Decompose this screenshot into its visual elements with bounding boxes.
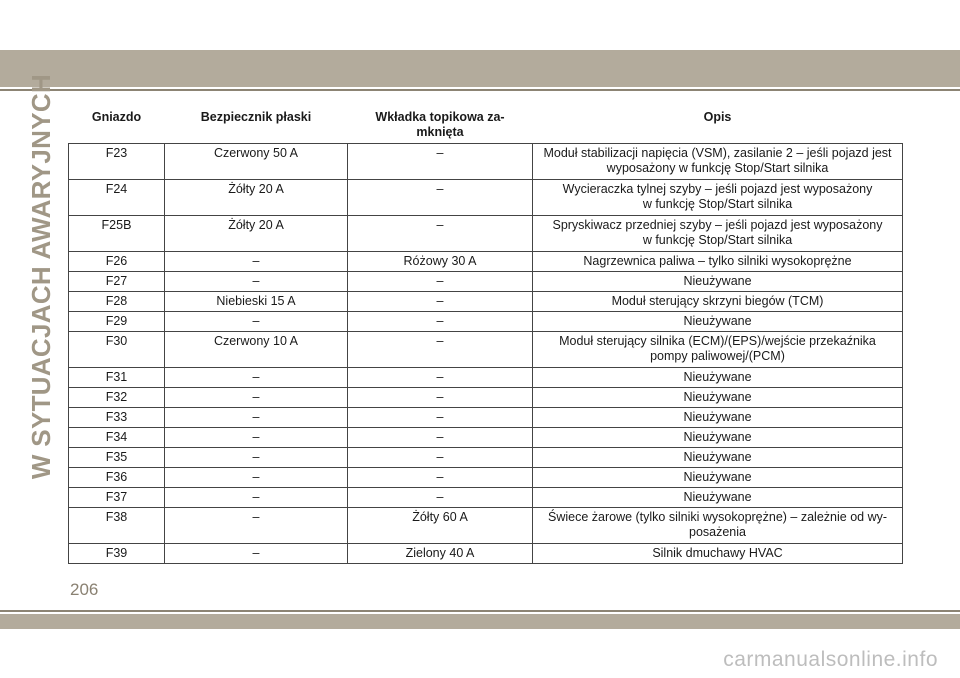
header-bezpiecznik: Bezpiecznik płaski <box>165 105 348 144</box>
table-row <box>69 544 903 564</box>
cell-slot: F39 <box>69 544 165 564</box>
cell-description: Wycieraczka tylnej szyby – jeśli pojazd jest wyposażony w funkcję Stop/Start silnika <box>533 180 903 216</box>
cell-cartridge-fuse: – <box>348 216 533 252</box>
fuse-table <box>68 105 903 564</box>
cell-cartridge-fuse: – <box>348 332 533 368</box>
cell-slot: F37 <box>69 488 165 508</box>
table-row <box>69 448 903 468</box>
cell-cartridge-fuse: Zielony 40 A <box>348 544 533 564</box>
cell-description: Nieużywane <box>533 272 903 292</box>
cell-cartridge-fuse: – <box>348 292 533 312</box>
table-header-row <box>69 105 903 144</box>
cell-description: Moduł sterujący skrzyni biegów (TCM) <box>533 292 903 312</box>
cell-slot: F31 <box>69 368 165 388</box>
cell-description: Spryskiwacz przedniej szyby – jeśli pojazd jest wyposażony w funkcję Stop/Start silnika <box>533 216 903 252</box>
table-row <box>69 408 903 428</box>
cell-blade-fuse: – <box>165 408 348 428</box>
cell-blade-fuse: – <box>165 544 348 564</box>
cell-description: Nieużywane <box>533 388 903 408</box>
cell-slot: F26 <box>69 252 165 272</box>
cell-slot: F24 <box>69 180 165 216</box>
cell-cartridge-fuse: – <box>348 144 533 180</box>
section-side-title-text: W SYTUACJACH AWARYJNYCH <box>26 73 57 479</box>
cell-cartridge-fuse: – <box>348 408 533 428</box>
cell-slot: F35 <box>69 448 165 468</box>
table-row <box>69 388 903 408</box>
table-row <box>69 252 903 272</box>
cell-cartridge-fuse: Różowy 30 A <box>348 252 533 272</box>
table-body <box>69 144 903 564</box>
table-row <box>69 180 903 216</box>
cell-description: Moduł sterujący silnika (ECM)/(EPS)/wejście przekaźnika pompy paliwowej/(PCM) <box>533 332 903 368</box>
cell-slot: F27 <box>69 272 165 292</box>
cell-slot: F36 <box>69 468 165 488</box>
table-row <box>69 272 903 292</box>
cell-blade-fuse: – <box>165 448 348 468</box>
table-row <box>69 332 903 368</box>
cell-blade-fuse: – <box>165 488 348 508</box>
cell-slot: F28 <box>69 292 165 312</box>
cell-cartridge-fuse: – <box>348 312 533 332</box>
cell-blade-fuse: Żółty 20 A <box>165 180 348 216</box>
cell-cartridge-fuse: – <box>348 388 533 408</box>
watermark-text: carmanualsonline.info <box>723 648 938 671</box>
cell-slot: F23 <box>69 144 165 180</box>
cell-slot: F32 <box>69 388 165 408</box>
table-row <box>69 312 903 332</box>
cell-cartridge-fuse: – <box>348 272 533 292</box>
cell-cartridge-fuse: – <box>348 448 533 468</box>
cell-blade-fuse: Niebieski 15 A <box>165 292 348 312</box>
table-row <box>69 428 903 448</box>
cell-slot: F38 <box>69 508 165 544</box>
table-row <box>69 292 903 312</box>
cell-slot: F34 <box>69 428 165 448</box>
cell-blade-fuse: – <box>165 272 348 292</box>
cell-description: Silnik dmuchawy HVAC <box>533 544 903 564</box>
cell-blade-fuse: Żółty 20 A <box>165 216 348 252</box>
cell-description: Nieużywane <box>533 312 903 332</box>
cell-description: Nieużywane <box>533 408 903 428</box>
cell-description: Nieużywane <box>533 488 903 508</box>
header-wkladka: Wkładka topikowa za- mknięta <box>348 105 533 144</box>
cell-description: Nieużywane <box>533 428 903 448</box>
cell-blade-fuse: – <box>165 312 348 332</box>
cell-cartridge-fuse: – <box>348 468 533 488</box>
cell-description: Świece żarowe (tylko silniki wysokoprężne) – zależnie od wy- posażenia <box>533 508 903 544</box>
cell-blade-fuse: – <box>165 388 348 408</box>
cell-blade-fuse: – <box>165 252 348 272</box>
table-row <box>69 468 903 488</box>
footer-band <box>0 614 960 629</box>
table-row <box>69 144 903 180</box>
cell-blade-fuse: – <box>165 368 348 388</box>
cell-slot: F33 <box>69 408 165 428</box>
cell-blade-fuse: Czerwony 50 A <box>165 144 348 180</box>
cell-cartridge-fuse: – <box>348 428 533 448</box>
header-band <box>0 50 960 87</box>
cell-cartridge-fuse: – <box>348 368 533 388</box>
section-side-title <box>26 73 58 479</box>
cell-blade-fuse: – <box>165 428 348 448</box>
cell-cartridge-fuse: – <box>348 180 533 216</box>
cell-description: Nieużywane <box>533 368 903 388</box>
table-row <box>69 216 903 252</box>
cell-blade-fuse: – <box>165 468 348 488</box>
header-rule <box>0 89 960 91</box>
cell-cartridge-fuse: – <box>348 488 533 508</box>
table-row <box>69 368 903 388</box>
cell-blade-fuse: Czerwony 10 A <box>165 332 348 368</box>
table-row <box>69 508 903 544</box>
cell-description: Moduł stabilizacji napięcia (VSM), zasilanie 2 – jeśli pojazd jest wyposażony w funkcję Stop/Start silnika <box>533 144 903 180</box>
cell-blade-fuse: – <box>165 508 348 544</box>
cell-cartridge-fuse: Żółty 60 A <box>348 508 533 544</box>
cell-description: Nieużywane <box>533 468 903 488</box>
header-gniazdo: Gniazdo <box>69 105 165 144</box>
fuse-table-container <box>68 105 902 564</box>
cell-slot: F29 <box>69 312 165 332</box>
page-number: 206 <box>70 580 99 599</box>
cell-slot: F30 <box>69 332 165 368</box>
footer-rule <box>0 610 960 612</box>
cell-slot: F25B <box>69 216 165 252</box>
cell-description: Nieużywane <box>533 448 903 468</box>
table-row <box>69 488 903 508</box>
cell-description: Nagrzewnica paliwa – tylko silniki wysokoprężne <box>533 252 903 272</box>
header-opis: Opis <box>533 105 903 144</box>
